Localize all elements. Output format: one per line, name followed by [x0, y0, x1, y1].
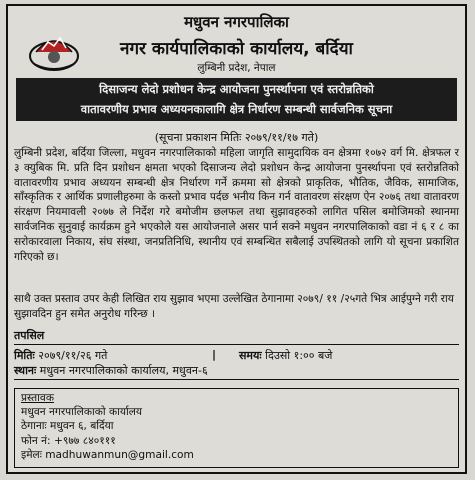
proposer-email: इमेलः madhuwanmun@gmail.com	[21, 448, 194, 461]
details-separator: |	[212, 348, 217, 361]
proposer-address: ठेगानाः मधुवन ६, बर्दिया	[21, 420, 114, 433]
notice-title-banner	[16, 78, 457, 121]
public-notice	[6, 4, 467, 474]
proposer-phone: फोन नं: +९७७ ८४०१११	[21, 434, 116, 447]
date-label: मितिः	[14, 349, 35, 362]
notice-body-paragraph2: साथै उक्त प्रस्ताव उपर केही लिखित राय सुझाव भएमा उल्लेखित ठेगानामा २०७९/ ११ /२५गते भित्र आईपुग्ने गरी राय सुझावदिन हुन समेत अनुरोध गरिन्छ ।	[14, 293, 454, 320]
date-value: २०७९/११/२६ गते	[38, 349, 108, 362]
notice-title-line1: दिसाजन्य लेदो प्रशोधन केन्द्र आयोजना पुनर्स्थापना एवं स्तरोन्नतिको	[99, 82, 374, 96]
time-group	[239, 348, 332, 363]
place-row	[14, 363, 208, 378]
place-label: स्थानः	[14, 364, 37, 377]
time-label: समयः	[239, 349, 262, 362]
province-line: लुम्बिनी प्रदेश, नेपाल	[197, 62, 276, 74]
notice-body-paragraph1: लुम्बिनी प्रदेश, बर्दिया जिल्ला, मधुवन नगरपालिकाको महिला जागृति सामुदायिक वन क्षेत्रमा १०७२ वर्ग मि. क्षेत्रफल र ३ क्युबिक मि. प्रति दिन प्रशोधन क्षमता भएको दिसाजन्य लेदो प्रशोधन केन्द्र आयोजना पुनर्स्थापना एवं स्तरोन्नतिको वातावरणीय प्रभाव अध्ययन सम्बन्धी क्षेत्र निर्धारण गर्ने क्रममा सो क्षेत्रको प्राकृतिक, भौतिक, जैविक, सामाजिक, साँस्कृतिक र आर्थिक प्रणालीहरुमा के कस्तो प्रभाव पर्दछ भनीय किन गर्न वातावरण संरक्षण ऐन २०७६ तथा वातावरण संरक्षण नियमावली २०७७ ले निर्देश गरे बमोजीम छलफल तथा सुझावहरुको लागित पसिल बमोजिमको स्थानमा सार्वजनिक सुनुवाई कार्यक्रम हुने भएकोले यस आयोजनाले असर पार्न सक्ने मधुवन नगरपालिकाको वडा नं ६ र ८ का सरोकारवाला निकाय, संघ संस्था, जनप्रतिनिधि, स्थानीय एवं सम्बन्धित सबैलाई उपस्थितको लागि यो सूचना प्रकाशित गरिएको छ।	[14, 147, 459, 263]
details-heading: तपसिल	[14, 329, 45, 342]
proposer-office: मधुवन नगरपालिकाको कार्यालय	[21, 406, 143, 419]
office-name: नगर कार्यपालिकाको कार्यालय, बर्दिया	[120, 39, 353, 59]
proposer-contact-box	[14, 388, 459, 468]
notice-title-line2: वातावरणीय प्रभाव अध्ययनकालागि क्षेत्र निर्धारण सम्बन्धी सार्वजनिक सूचना	[80, 102, 393, 116]
org-name: मधुवन नगरपालिका	[184, 13, 289, 31]
time-value: दिउसो १:०० बजे	[265, 349, 333, 362]
date-time-row	[14, 348, 459, 363]
place-value: मधुवन नगरपालिकाको कार्यालय, मधुवन-६	[39, 364, 208, 377]
proposer-heading: प्रस्तावक	[21, 392, 54, 404]
publish-date: (सूचना प्रकाशन मितिः २०७९/११/१७ गते)	[154, 131, 319, 144]
hearing-details	[14, 344, 459, 380]
